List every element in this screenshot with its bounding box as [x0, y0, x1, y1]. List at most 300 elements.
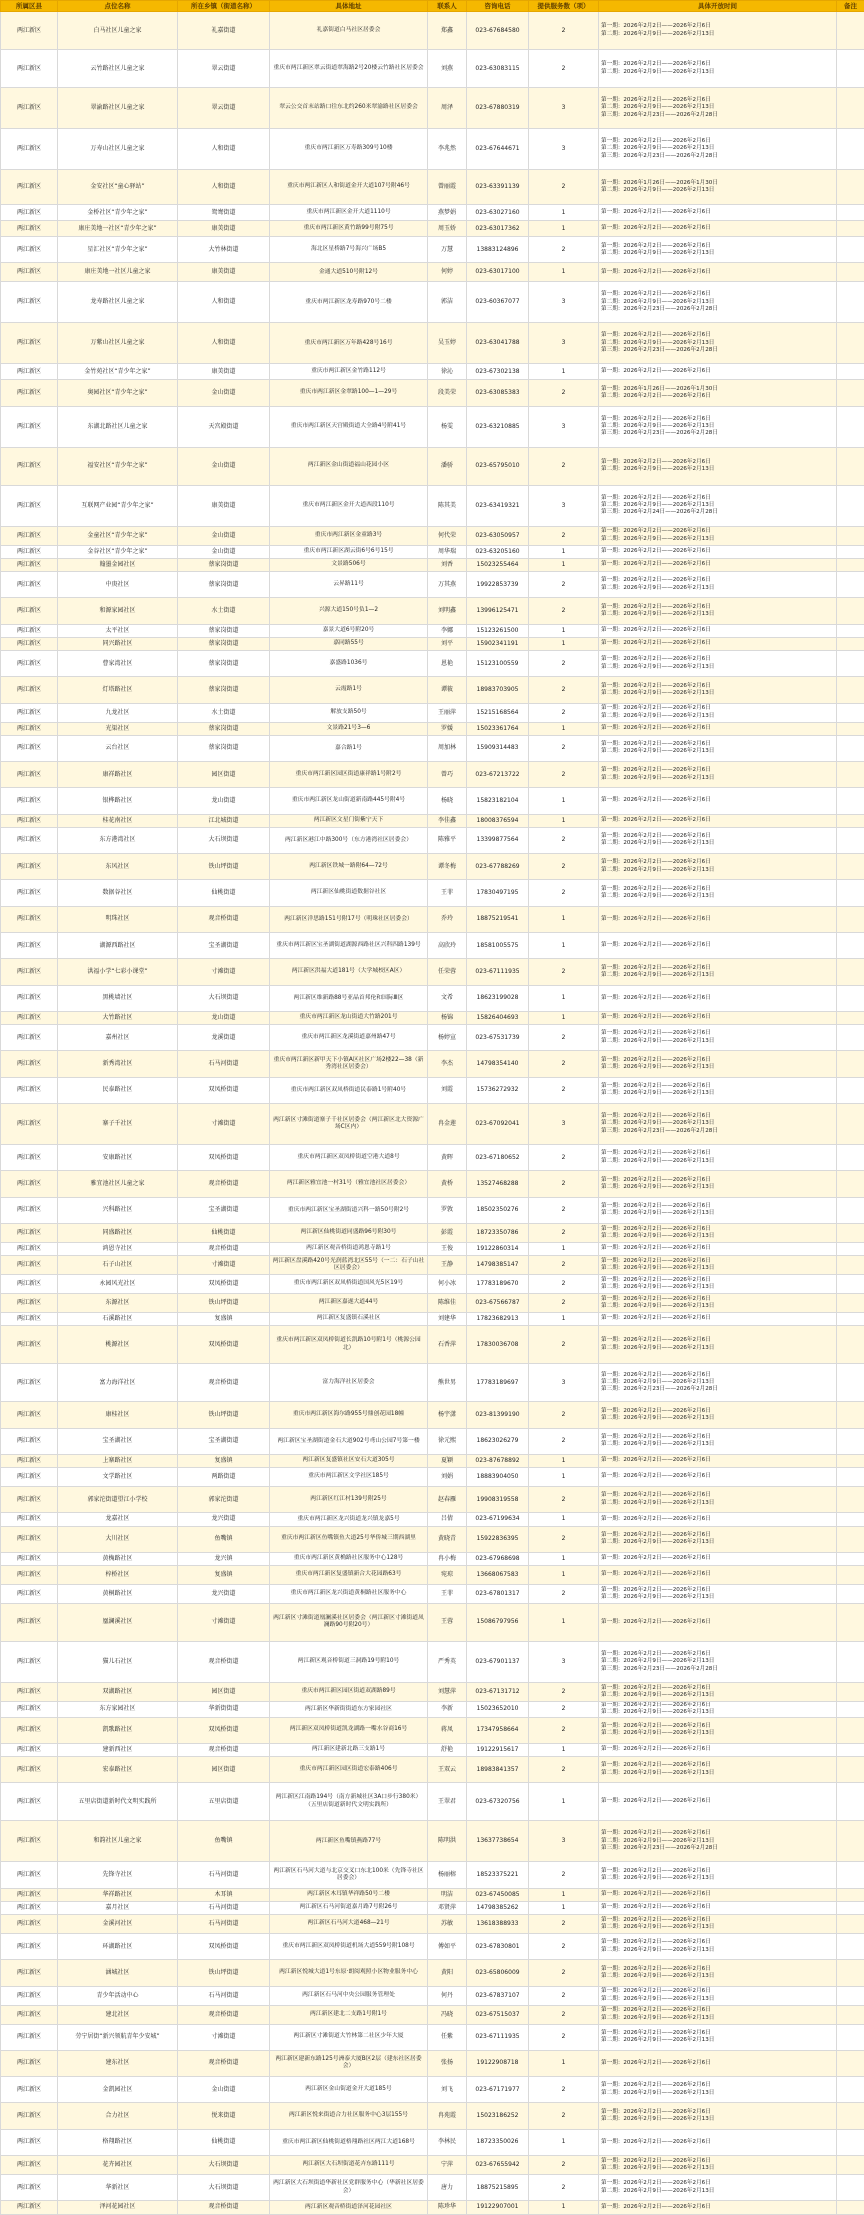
- schedule-line: 第一期：2026年2月2日——2026年2月6日: [601, 604, 834, 611]
- table-row: [1, 1756, 864, 1782]
- schedule-line: 第一期：2026年2月2日——2026年2月6日: [601, 1030, 834, 1037]
- phone-cell: 13527468288: [467, 1171, 529, 1197]
- street-cell: 寸滩街道: [178, 1603, 270, 1641]
- remark-cell: [837, 1933, 864, 1959]
- remark-cell: [837, 788, 864, 814]
- address-cell: 重庆市两江新区金翠路100—1—29号: [270, 380, 428, 406]
- schedule-cell: [599, 814, 837, 827]
- schedule-cell: [599, 571, 837, 597]
- address-cell: 重庆市两江新区人和街道金开大道107号附46号: [270, 169, 428, 204]
- phone-cell: 023-67644671: [467, 128, 529, 169]
- point-name-cell: 太平社区: [58, 624, 178, 637]
- schedule-line: 第一期：2026年2月2日——2026年2月6日: [601, 561, 834, 568]
- district-cell: 两江新区: [1, 677, 58, 703]
- point-name-cell: 九龙社区: [58, 703, 178, 722]
- remark-cell: [837, 12, 864, 50]
- schedule-line: 第一期：2026年1月26日——2026年1月30日: [601, 386, 834, 393]
- address-cell: 解放支路50号: [270, 703, 428, 722]
- street-cell: 铁山坪街道: [178, 1402, 270, 1428]
- schedule-line: 第一期：2026年2月2日——2026年2月6日: [601, 209, 834, 216]
- table-row: [1, 1364, 864, 1402]
- point-name-cell: 凯歌路社区: [58, 1717, 178, 1743]
- service-count-cell: 2: [529, 1428, 599, 1454]
- address-cell: 重庆市两江新区复盛镇新合大花园路63号: [270, 1565, 428, 1584]
- schedule-line: 第一期：2026年2月2日——2026年2月6日: [601, 1203, 834, 1210]
- contact-cell: 徐沁: [428, 364, 467, 380]
- schedule-cell: [599, 1756, 837, 1782]
- table-row: [1, 12, 864, 50]
- district-cell: 两江新区: [1, 1821, 58, 1862]
- service-count-cell: 2: [529, 677, 599, 703]
- remark-cell: [837, 703, 864, 722]
- service-count-cell: 2: [529, 1756, 599, 1782]
- point-name-cell: 寨子千社区: [58, 1104, 178, 1145]
- service-count-cell: 2: [529, 1144, 599, 1170]
- street-cell: 郭家沱街道: [178, 1487, 270, 1513]
- district-cell: 两江新区: [1, 1275, 58, 1294]
- address-cell: 两江新区复盛镇社区安石大道305号: [270, 1454, 428, 1467]
- schedule-cell: [599, 933, 837, 959]
- schedule-line: 第一期：2026年2月2日——2026年2月6日: [601, 2109, 834, 2116]
- schedule-line: 第二期：2026年2月9日——2026年2月13日: [601, 1233, 834, 1240]
- schedule-cell: [599, 558, 837, 571]
- table-row: [1, 2175, 864, 2201]
- service-count-cell: 2: [529, 1526, 599, 1552]
- point-name-cell: 金桥社区“青少年之家”: [58, 205, 178, 221]
- district-cell: 两江新区: [1, 406, 58, 447]
- schedule-line: 第一期：2026年2月2日——2026年2月6日: [601, 138, 834, 145]
- phone-cell: 023-63017100: [467, 263, 529, 282]
- remark-cell: [837, 761, 864, 787]
- schedule-cell: [599, 1454, 837, 1467]
- table-row: [1, 221, 864, 237]
- schedule-line: 第一期：2026年2月2日——2026年2月6日: [601, 225, 834, 232]
- schedule-line: 第二期：2026年2月9日——2026年2月13日: [601, 1415, 834, 1422]
- point-name-cell: 格翔路社区: [58, 2129, 178, 2155]
- district-cell: 两江新区: [1, 526, 58, 545]
- schedule-line: 第二期：2026年2月9日——2026年2月13日: [601, 1441, 834, 1448]
- schedule-line: 第二期：2026年2月9日——2026年2月13日: [601, 1658, 834, 1665]
- address-cell: 文景路506号: [270, 558, 428, 571]
- street-cell: 寸滩街道: [178, 2024, 270, 2050]
- point-name-cell: 青少年活动中心: [58, 1986, 178, 2005]
- schedule-cell: [599, 237, 837, 263]
- contact-cell: 陈明洪: [428, 1821, 467, 1862]
- table-row: [1, 447, 864, 485]
- street-cell: 观音桥街道: [178, 1641, 270, 1682]
- phone-cell: 15736272932: [467, 1077, 529, 1103]
- service-count-cell: 3: [529, 128, 599, 169]
- point-name-cell: 泽河花园社区: [58, 2201, 178, 2214]
- contact-cell: 罗媛: [428, 722, 467, 735]
- address-cell: 嘉同路55号: [270, 637, 428, 650]
- address-cell: 两江新区金山街道福山花园小区: [270, 447, 428, 485]
- district-cell: 两江新区: [1, 854, 58, 880]
- remark-cell: [837, 1584, 864, 1603]
- schedule-cell: [599, 1144, 837, 1170]
- schedule-line: 第一期：2026年2月2日——2026年2月6日: [601, 1891, 834, 1898]
- table-row: [1, 1313, 864, 1326]
- schedule-line: 第一期：2026年2月2日——2026年2月6日: [601, 2030, 834, 2037]
- point-name-cell: 金溪河社区: [58, 1914, 178, 1933]
- point-name-cell: 万紫山社区儿童之家: [58, 323, 178, 364]
- phone-cell: 023-65795010: [467, 447, 529, 485]
- schedule-cell: [599, 545, 837, 558]
- point-name-cell: 建东社区: [58, 2050, 178, 2076]
- schedule-cell: [599, 263, 837, 282]
- phone-cell: 17347958664: [467, 1717, 529, 1743]
- phone-cell: 15023652010: [467, 1701, 529, 1717]
- remark-header: 备注: [837, 1, 864, 12]
- street-cell: 康美街道: [178, 364, 270, 380]
- point-name-cell: 鸿恩寺社区: [58, 1242, 178, 1255]
- phone-cell: 18008376594: [467, 814, 529, 827]
- district-cell: 两江新区: [1, 1743, 58, 1756]
- street-header: 所在乡镇（街道名称）: [178, 1, 270, 12]
- remark-cell: [837, 1468, 864, 1487]
- schedule-line: 第二期：2026年2月2日——2026年2月6日: [601, 393, 834, 400]
- phone-cell: 023-67830801: [467, 1933, 529, 1959]
- service-count-cell: 2: [529, 1326, 599, 1364]
- address-cell: 两江新区观音桥街道泽河花园社区: [270, 2201, 428, 2214]
- point-name-cell: 大川社区: [58, 1526, 178, 1552]
- phone-cell: 023-63027160: [467, 205, 529, 221]
- schedule-cell: [599, 598, 837, 624]
- address-cell: 翠云公交首末站路口往东北约260米翠渝路社区居委会: [270, 88, 428, 129]
- table-row: [1, 1077, 864, 1103]
- table-row: [1, 2201, 864, 2214]
- table-row: [1, 2050, 864, 2076]
- schedule-line: 第一期：2026年2月2日——2026年2月6日: [601, 1685, 834, 1692]
- schedule-cell: [599, 1294, 837, 1313]
- table-row: [1, 88, 864, 129]
- table-row: [1, 2103, 864, 2129]
- district-cell: 两江新区: [1, 1862, 58, 1888]
- address-cell: 重庆市两江新区海尔路955号鼎创花园18幢: [270, 1402, 428, 1428]
- service-count-cell: 2: [529, 1402, 599, 1428]
- contact-cell: 蒋凤: [428, 1717, 467, 1743]
- street-cell: 园区街道: [178, 1756, 270, 1782]
- phone-cell: 023-67684580: [467, 12, 529, 50]
- schedule-line: 第一期：2026年2月2日——2026年2月6日: [601, 1457, 834, 1464]
- contact-cell: 黄阳: [428, 1960, 467, 1986]
- schedule-cell: [599, 1223, 837, 1242]
- phone-cell: 17783189670: [467, 1275, 529, 1294]
- phone-cell: 15023361764: [467, 722, 529, 735]
- district-cell: 两江新区: [1, 722, 58, 735]
- street-cell: 蔡家岗街道: [178, 677, 270, 703]
- table-row: [1, 703, 864, 722]
- phone-cell: 15823182104: [467, 788, 529, 814]
- table-row: [1, 1223, 864, 1242]
- service-count-cell: 2: [529, 1275, 599, 1294]
- contact-cell: 何丹: [428, 1986, 467, 2005]
- table-row: [1, 571, 864, 597]
- address-cell: 两江新区观音桥街道鸿恩寺路1号: [270, 1242, 428, 1255]
- schedule-cell: [599, 88, 837, 129]
- schedule-line: 第二期：2026年2月9日——2026年2月13日: [601, 1838, 834, 1845]
- schedule-line: 第一期：2026年2月2日——2026年2月6日: [601, 291, 834, 298]
- phone-cell: 18983841357: [467, 1756, 529, 1782]
- contact-cell: 冉苑霞: [428, 2103, 467, 2129]
- remark-cell: [837, 406, 864, 447]
- street-cell: 鸳鸯街道: [178, 205, 270, 221]
- schedule-line: 第一期：2026年2月2日——2026年2月6日: [601, 528, 834, 535]
- district-cell: 两江新区: [1, 880, 58, 906]
- street-cell: 龙山街道: [178, 788, 270, 814]
- address-cell: 重庆市两江新区双凤桥街道长凯路10号附1号（桃源公园北）: [270, 1326, 428, 1364]
- schedule-line: 第二期：2026年2月9日——2026年2月13日: [601, 2116, 834, 2123]
- point-name-cell: 兴科路社区: [58, 1197, 178, 1223]
- contact-cell: 李杰: [428, 1051, 467, 1077]
- schedule-cell: [599, 2005, 837, 2024]
- street-cell: 石马河街道: [178, 1986, 270, 2005]
- address-cell: 礼嘉街道白马社区居委会: [270, 12, 428, 50]
- street-cell: 翠云街道: [178, 88, 270, 129]
- schedule-line: 第一期：2026年2月2日——2026年2月6日: [601, 1587, 834, 1594]
- contact-cell: 冯晓: [428, 2005, 467, 2024]
- phone-cell: 17823682913: [467, 1313, 529, 1326]
- phone-cell: 15902341191: [467, 637, 529, 650]
- schedule-line: 第二期：2026年2月9日——2026年2月13日: [601, 1996, 834, 2003]
- schedule-line: 第一期：2026年2月2日——2026年2月6日: [601, 459, 834, 466]
- table-row: [1, 1783, 864, 1821]
- schedule-line: 第二期：2026年2月9日——2026年2月13日: [601, 840, 834, 847]
- table-row: [1, 1011, 864, 1024]
- point-name-cell: 和韵社区儿童之家: [58, 1821, 178, 1862]
- table-row: [1, 1294, 864, 1313]
- contact-cell: 黄桥: [428, 1171, 467, 1197]
- district-cell: 两江新区: [1, 447, 58, 485]
- table-row: [1, 1242, 864, 1255]
- table-row: [1, 1144, 864, 1170]
- schedule-cell: [599, 722, 837, 735]
- contact-cell: 苏敏: [428, 1914, 467, 1933]
- service-count-cell: 1: [529, 364, 599, 380]
- district-cell: 两江新区: [1, 650, 58, 676]
- district-cell: 两江新区: [1, 624, 58, 637]
- service-count-cell: 1: [529, 1783, 599, 1821]
- district-cell: 两江新区: [1, 788, 58, 814]
- district-cell: 两江新区: [1, 1717, 58, 1743]
- schedule-line: 第二期：2026年2月9日——2026年2月13日: [601, 775, 834, 782]
- remark-cell: [837, 2156, 864, 2175]
- address-header: 具体地址: [270, 1, 428, 12]
- remark-cell: [837, 1960, 864, 1986]
- schedule-line: 第二期：2026年2月9日——2026年2月13日: [601, 713, 834, 720]
- street-cell: 双凤桥街道: [178, 1275, 270, 1294]
- address-cell: 重庆市两江新区龙寿路970号二楼: [270, 282, 428, 323]
- schedule-line: 第一期：2026年2月2日——2026年2月6日: [601, 1277, 834, 1284]
- schedule-cell: [599, 827, 837, 853]
- schedule-line: 第二期：2026年2月9日——2026年2月13日: [601, 1730, 834, 1737]
- table-row: [1, 237, 864, 263]
- phone-cell: 18875219541: [467, 906, 529, 932]
- service-count-cell: 1: [529, 2201, 599, 2214]
- district-cell: 两江新区: [1, 1960, 58, 1986]
- phone-cell: 023-67171977: [467, 2077, 529, 2103]
- street-cell: 康美街道: [178, 221, 270, 237]
- schedule-line: 第二期：2026年2月9日——2026年2月13日: [601, 748, 834, 755]
- table-row: [1, 1454, 864, 1467]
- phone-cell: 17783189697: [467, 1364, 529, 1402]
- district-cell: 两江新区: [1, 827, 58, 853]
- service-count-cell: 2: [529, 827, 599, 853]
- schedule-line: 第二期：2026年2月9日——2026年2月13日: [601, 502, 834, 509]
- point-name-cell: 大竹路社区: [58, 1011, 178, 1024]
- street-cell: 复盛镇: [178, 1454, 270, 1467]
- remark-cell: [837, 1025, 864, 1051]
- schedule-line: 第二期：2026年2月9日——2026年2月13日: [601, 664, 834, 671]
- district-cell: 两江新区: [1, 1783, 58, 1821]
- service-count-cell: 1: [529, 558, 599, 571]
- service-count-cell: 1: [529, 637, 599, 650]
- address-cell: 文景路21号3—6: [270, 722, 428, 735]
- street-cell: 仙桃街道: [178, 880, 270, 906]
- address-cell: 重庆市两江新区宝圣湖街道兴科一路50号附2号: [270, 1197, 428, 1223]
- schedule-cell: [599, 1051, 837, 1077]
- phone-cell: 023-67320756: [467, 1783, 529, 1821]
- street-cell: 蔡家岗街道: [178, 722, 270, 735]
- schedule-line: 第一期：2026年2月2日——2026年2月6日: [601, 886, 834, 893]
- schedule-line: 第一期：2026年2月2日——2026年2月6日: [601, 1702, 834, 1709]
- phone-cell: 023-67515037: [467, 2005, 529, 2024]
- district-cell: 两江新区: [1, 2175, 58, 2201]
- contact-cell: 潘骄: [428, 447, 467, 485]
- address-cell: 重庆市两江新区双凤桥街道国风光5区19号: [270, 1275, 428, 1294]
- table-row: [1, 637, 864, 650]
- district-cell: 两江新区: [1, 1888, 58, 1901]
- contact-cell: 黄晓青: [428, 1526, 467, 1552]
- schedule-cell: [599, 1717, 837, 1743]
- schedule-cell: [599, 1933, 837, 1959]
- remark-cell: [837, 1783, 864, 1821]
- address-cell: 重庆市两江新区万年路428号16号: [270, 323, 428, 364]
- phone-cell: 023-63210885: [467, 406, 529, 447]
- address-cell: 两江新区石马河中央公园服务管理处: [270, 1986, 428, 2005]
- service-count-cell: 2: [529, 735, 599, 761]
- table-row: [1, 1326, 864, 1364]
- service-count-cell: 1: [529, 1565, 599, 1584]
- street-cell: 观音桥街道: [178, 1242, 270, 1255]
- phone-cell: 023-87678892: [467, 1454, 529, 1467]
- point-name-cell: 石溪路社区: [58, 1313, 178, 1326]
- street-cell: 蔡家岗街道: [178, 650, 270, 676]
- address-cell: 两江新区石马河街道嘉月路7号附26号: [270, 1901, 428, 1914]
- schedule-line: 第二期：2026年2月9日——2026年2月13日: [601, 611, 834, 618]
- remark-cell: [837, 933, 864, 959]
- table-row: [1, 380, 864, 406]
- address-cell: 两江新区仙桃街道数据谷社区: [270, 880, 428, 906]
- street-cell: 蔡家岗街道: [178, 735, 270, 761]
- contact-cell: 王俊: [428, 1242, 467, 1255]
- schedule-line: 第一期：2026年2月2日——2026年2月6日: [601, 817, 834, 824]
- schedule-cell: [599, 1526, 837, 1552]
- contact-cell: 刘慧萍: [428, 1682, 467, 1701]
- street-cell: 大竹林街道: [178, 237, 270, 263]
- phone-cell: 023-67131712: [467, 1682, 529, 1701]
- schedule-line: 第一期：2026年2月2日——2026年2月6日: [601, 1555, 834, 1562]
- contact-cell: 王双云: [428, 1756, 467, 1782]
- district-cell: 两江新区: [1, 1526, 58, 1552]
- district-cell: 两江新区: [1, 933, 58, 959]
- address-cell: 两江新区观音桥街道三洞路19号附10号: [270, 1641, 428, 1682]
- remark-cell: [837, 1682, 864, 1701]
- contact-cell: 陈维佳: [428, 1294, 467, 1313]
- phone-cell: 13399877564: [467, 827, 529, 853]
- remark-cell: [837, 205, 864, 221]
- schedule-cell: [599, 1584, 837, 1603]
- table-row: [1, 558, 864, 571]
- schedule-line: 第二期：2026年2月9日——2026年2月13日: [601, 1210, 834, 1217]
- phone-cell: 023-67302138: [467, 364, 529, 380]
- contact-cell: 李娜: [428, 624, 467, 637]
- schedule-line: 第一期：2026年2月2日——2026年2月6日: [601, 1532, 834, 1539]
- remark-cell: [837, 624, 864, 637]
- contact-cell: 刘燕: [428, 50, 467, 88]
- address-cell: 两江新区洋思路151号附17号（明珠社区居委会）: [270, 906, 428, 932]
- schedule-cell: [599, 2175, 837, 2201]
- contact-cell: 文希: [428, 985, 467, 1011]
- district-cell: 两江新区: [1, 485, 58, 526]
- schedule-cell: [599, 2024, 837, 2050]
- remark-cell: [837, 1756, 864, 1782]
- street-cell: 铁山坪街道: [178, 1294, 270, 1313]
- schedule-line: 第二期：2026年2月9日——2026年2月13日: [601, 690, 834, 697]
- street-cell: 金山街道: [178, 380, 270, 406]
- service-count-cell: 2: [529, 2156, 599, 2175]
- schedule-line: 第一期：2026年2月2日——2026年2月6日: [601, 332, 834, 339]
- point-name-cell: 和源家园社区: [58, 598, 178, 624]
- contact-cell: 何小冰: [428, 1275, 467, 1294]
- phone-cell: 15023186252: [467, 2103, 529, 2129]
- street-cell: 寸滩街道: [178, 1256, 270, 1275]
- service-count-cell: 1: [529, 933, 599, 959]
- table-row: [1, 598, 864, 624]
- point-name-header: 点位名称: [58, 1, 178, 12]
- district-cell: 两江新区: [1, 735, 58, 761]
- remark-cell: [837, 169, 864, 204]
- schedule-line: 第二期：2026年2月9日——2026年2月13日: [601, 1924, 834, 1931]
- contact-cell: 谭筱: [428, 677, 467, 703]
- remark-cell: [837, 221, 864, 237]
- street-cell: 水土街道: [178, 703, 270, 722]
- contact-cell: 万慧: [428, 237, 467, 263]
- schedule-cell: [599, 2103, 837, 2129]
- schedule-cell: [599, 485, 837, 526]
- street-cell: 康美街道: [178, 485, 270, 526]
- service-count-cell: 2: [529, 2175, 599, 2201]
- schedule-line: 第二期：2026年2月9日——2026年2月13日: [601, 1594, 834, 1601]
- district-cell: 两江新区: [1, 2050, 58, 2076]
- service-count-header: 提供服务数（项）: [529, 1, 599, 12]
- contact-cell: 黄晖: [428, 1144, 467, 1170]
- street-cell: 双凤桥街道: [178, 1717, 270, 1743]
- remark-cell: [837, 2201, 864, 2214]
- phone-cell: 19122915617: [467, 1743, 529, 1756]
- contact-cell: 刘香: [428, 558, 467, 571]
- schedule-line: 第一期：2026年2月2日——2026年2月6日: [601, 1619, 834, 1626]
- schedule-cell: [599, 1743, 837, 1756]
- contact-cell: 李新: [428, 1701, 467, 1717]
- schedule-line: 第二期：2026年2月9日——2026年2月13日: [601, 1973, 834, 1980]
- district-cell: 两江新区: [1, 1077, 58, 1103]
- table-row: [1, 1933, 864, 1959]
- address-cell: 嘉盛路1036号: [270, 650, 428, 676]
- phone-cell: 17830036708: [467, 1326, 529, 1364]
- street-cell: 蔡家岗街道: [178, 558, 270, 571]
- district-cell: 两江新区: [1, 323, 58, 364]
